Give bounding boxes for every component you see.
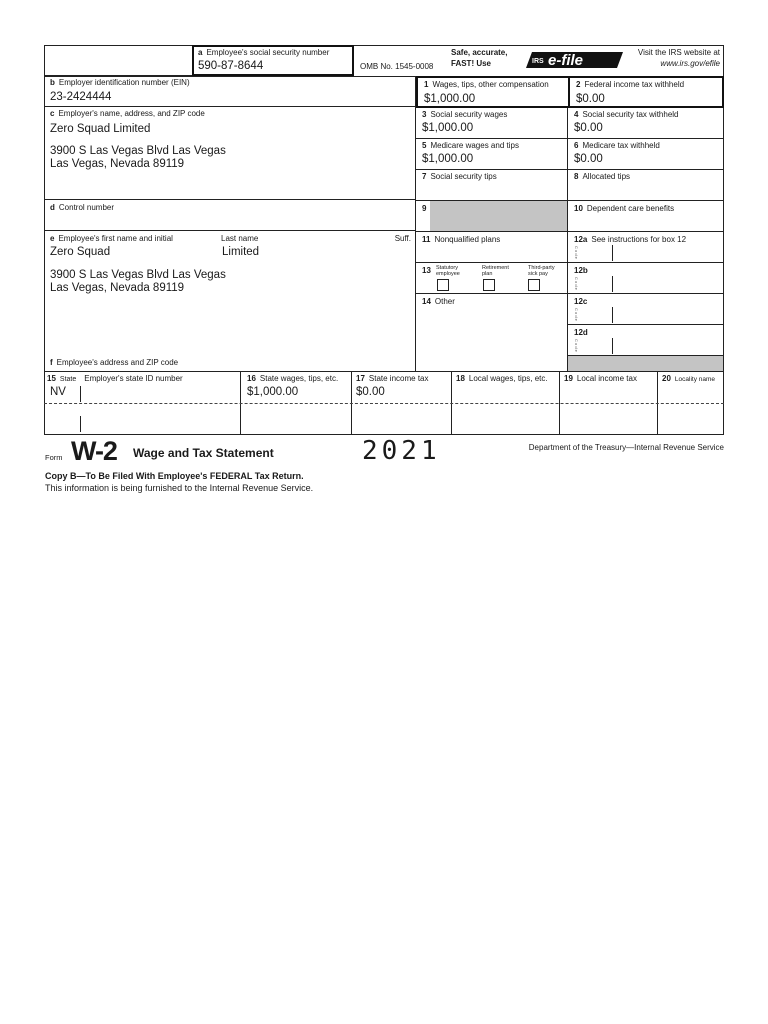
- box-15: 15 State Employer's state ID number NV: [44, 372, 241, 435]
- form-title: Wage and Tax Statement: [133, 446, 274, 460]
- svg-text:IRS: IRS: [532, 58, 544, 65]
- box-10: 10 Dependent care benefits: [568, 201, 724, 232]
- box-c-employer: c Employer's name, address, and ZIP code Zero Squad Limited 3900 S Las Vegas Blvd Las Vegas Las Vegas, Nevada 89119: [44, 107, 416, 200]
- box-20: 20 Locality name: [658, 372, 724, 435]
- state-row-divider: [44, 403, 724, 404]
- form-name: W-2: [71, 436, 117, 466]
- box-b-ein: b Employer identification number (EIN) 23-2424444: [44, 76, 416, 107]
- retirement-plan-checkbox[interactable]: [483, 279, 495, 291]
- svg-text:e-file: e-file: [548, 52, 584, 69]
- statutory-employee-checkbox[interactable]: [437, 279, 449, 291]
- box-a-ssn: a Employee's social security number 590-87-8644: [192, 45, 354, 76]
- box-1: 1 Wages, tips, other compensation $1,000.00: [416, 76, 570, 108]
- tax-year: 2021: [362, 436, 441, 466]
- void-box: [44, 45, 192, 76]
- visit-irs-text: Visit the IRS website at www.irs.gov/efile: [637, 48, 720, 68]
- omb-number: OMB No. 1545-0008: [360, 62, 434, 71]
- box-14: 14 Other: [416, 294, 568, 372]
- efile-logo: [526, 51, 624, 69]
- department-text: Department of the Treasury—Internal Revenue Service: [528, 443, 724, 452]
- box-d-control: d Control number: [44, 200, 416, 231]
- box-13: 13 Statutory employee Retirement plan Third-party sick pay: [416, 263, 568, 294]
- third-party-sick-pay-checkbox[interactable]: [528, 279, 540, 291]
- box-8: 8 Allocated tips: [568, 170, 724, 201]
- safe-text: Safe, accurate, FAST! Use: [451, 48, 508, 68]
- box-2: 2 Federal income tax withheld $0.00: [568, 76, 724, 108]
- box-5: 5 Medicare wages and tips $1,000.00: [416, 139, 568, 170]
- box-9: 9: [416, 201, 568, 232]
- box-12b: 12b C o d e: [568, 263, 724, 294]
- box-18: 18 Local wages, tips, etc.: [452, 372, 560, 435]
- box-4: 4 Social security tax withheld $0.00: [568, 108, 724, 139]
- box-11: 11 Nonqualified plans: [416, 232, 568, 263]
- box-12c: 12c C o d e: [568, 294, 724, 325]
- box-12d: 12d C o d e: [568, 325, 724, 356]
- box-17: 17 State income tax $0.00: [352, 372, 452, 435]
- ssn-value: 590-87-8644: [198, 60, 264, 72]
- form-label: Form: [45, 453, 63, 462]
- box-7: 7 Social security tips: [416, 170, 568, 201]
- box-e-employee: e Employee's first name and initial Last name Suff. Zero Squad Limited 3900 S Las Vegas Blvd Las Vegas Las Vegas, Nevada 89119 f Employee's address and ZIP code: [44, 231, 416, 372]
- box-19: 19 Local income tax: [560, 372, 658, 435]
- copy-b-line: Copy B—To Be Filed With Employee's FEDERAL Tax Return.: [45, 471, 304, 481]
- box-6: 6 Medicare tax withheld $0.00: [568, 139, 724, 170]
- info-line: This information is being furnished to the Internal Revenue Service.: [45, 483, 314, 493]
- box-12a: 12a See instructions for box 12 C o d e: [568, 232, 724, 263]
- box-12-shaded: [568, 356, 724, 372]
- box-3: 3 Social security wages $1,000.00: [416, 108, 568, 139]
- box-16: 16 State wages, tips, etc. $1,000.00: [241, 372, 352, 435]
- w2-form: [44, 45, 724, 435]
